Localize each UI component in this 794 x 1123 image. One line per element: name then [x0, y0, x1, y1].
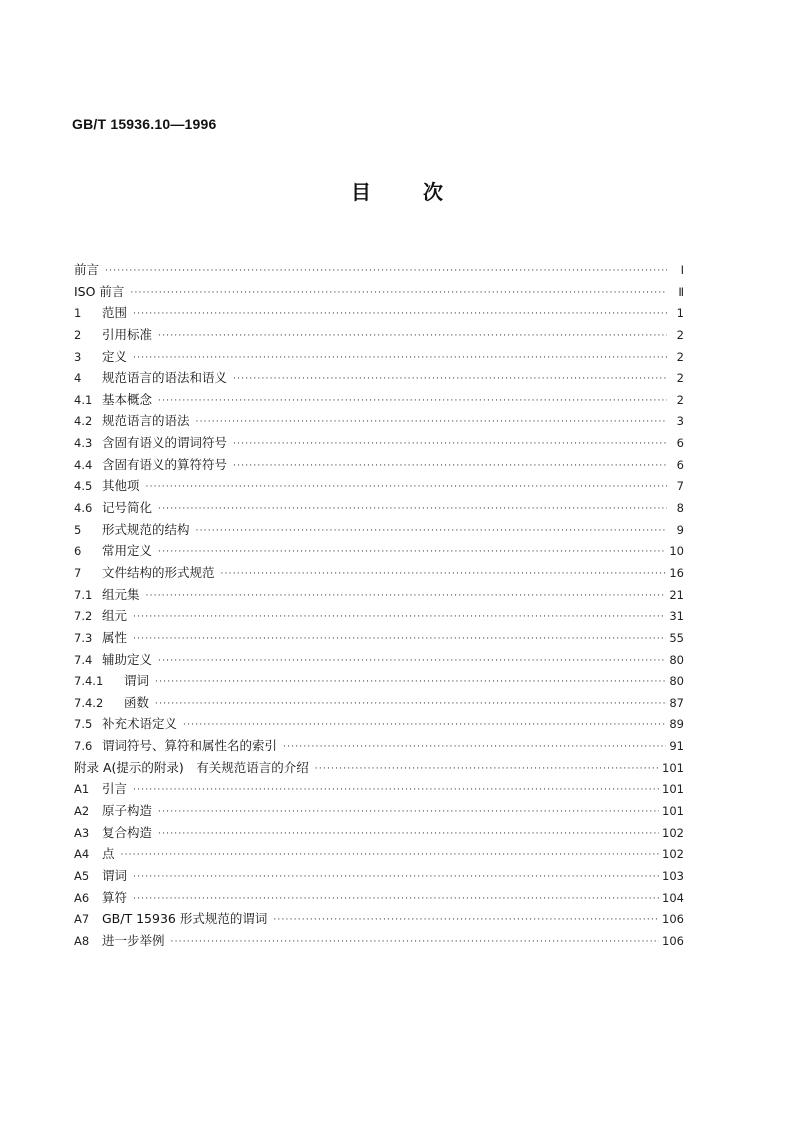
- toc-entry[interactable]: [74, 475, 684, 497]
- toc-entry-title: 形式规范的结构: [102, 521, 190, 537]
- toc-entry-title: 规范语言的语法: [102, 413, 190, 429]
- toc-entry-title: 其他项: [102, 478, 140, 494]
- toc-entry-title: 规范语言的语法和语义: [102, 370, 228, 386]
- table-of-contents: [74, 259, 684, 952]
- toc-entry-page: 8: [676, 501, 684, 516]
- toc-entry[interactable]: [74, 865, 684, 887]
- toc-entry[interactable]: [74, 778, 684, 800]
- toc-entry[interactable]: [74, 735, 684, 757]
- toc-entry-page: 55: [669, 630, 684, 645]
- toc-entry[interactable]: [74, 670, 684, 692]
- toc-entry-number: 4.3: [74, 436, 93, 451]
- toc-entry-title: 常用定义: [102, 543, 153, 559]
- toc-entry-page: 103: [662, 868, 684, 883]
- page-title: [0, 176, 794, 205]
- toc-entry-number: 7.4.1: [74, 674, 104, 689]
- toc-leader-dots: [105, 261, 667, 283]
- toc-entry-page: Ⅱ: [678, 284, 684, 299]
- toc-entry-title: 引言: [102, 781, 128, 797]
- toc-entry-number: 5: [74, 522, 82, 537]
- toc-entry[interactable]: [74, 605, 684, 627]
- toc-leader-dots: [196, 412, 667, 434]
- toc-entry-number: 7: [74, 565, 82, 580]
- toc-entry[interactable]: [74, 346, 684, 368]
- toc-entry-number: A4: [74, 847, 90, 862]
- toc-leader-dots: [233, 434, 667, 456]
- toc-leader-dots: [233, 369, 667, 391]
- toc-entry-page: 101: [662, 760, 684, 775]
- toc-entry-page: 104: [662, 890, 684, 905]
- toc-entry-page: 7: [676, 479, 684, 494]
- toc-entry[interactable]: [74, 432, 684, 454]
- toc-entry-title: 文件结构的形式规范: [102, 564, 215, 580]
- toc-entry-title: 定义: [102, 348, 128, 364]
- toc-entry-number: 7.4: [74, 652, 93, 667]
- toc-entry[interactable]: [74, 908, 684, 930]
- toc-entry-page: 2: [676, 327, 684, 342]
- toc-leader-dots: [133, 607, 666, 629]
- toc-entry[interactable]: [74, 454, 684, 476]
- toc-entry[interactable]: [74, 757, 684, 779]
- toc-leader-dots: [133, 780, 659, 802]
- toc-entry[interactable]: [74, 843, 684, 865]
- toc-entry-title: 算符: [102, 889, 128, 905]
- toc-leader-dots: [183, 715, 666, 737]
- toc-entry-number: A6: [74, 890, 90, 905]
- toc-entry-number: 4.5: [74, 479, 93, 494]
- toc-entry-page: 6: [676, 436, 684, 451]
- toc-entry[interactable]: [74, 389, 684, 411]
- toc-leader-dots: [133, 304, 667, 326]
- toc-entry-title: 组元集: [102, 586, 140, 602]
- toc-entry-page: 106: [662, 912, 684, 927]
- toc-entry-number: 7.5: [74, 717, 93, 732]
- toc-leader-dots: [133, 867, 659, 889]
- toc-entry-title: 谓词: [102, 867, 128, 883]
- toc-leader-dots: [273, 910, 659, 932]
- toc-entry-page: 106: [662, 933, 684, 948]
- toc-entry-page: 91: [669, 739, 684, 754]
- toc-entry-number: 7.6: [74, 739, 93, 754]
- toc-entry[interactable]: [74, 930, 684, 952]
- toc-entry[interactable]: [74, 302, 684, 324]
- toc-entry-page: 2: [676, 349, 684, 364]
- toc-entry[interactable]: [74, 800, 684, 822]
- toc-leader-dots: [121, 845, 660, 867]
- toc-entry[interactable]: [74, 367, 684, 389]
- toc-entry-title: 含固有语义的算符符号: [102, 456, 228, 472]
- toc-entry[interactable]: [74, 562, 684, 584]
- toc-entry-number: A7: [74, 912, 90, 927]
- toc-entry[interactable]: [74, 259, 684, 281]
- toc-entry[interactable]: [74, 281, 684, 303]
- toc-entry-number: 4.1: [74, 392, 93, 407]
- toc-leader-dots: [133, 348, 667, 370]
- toc-leader-dots: [315, 759, 659, 781]
- toc-entry-number: 7.3: [74, 630, 93, 645]
- toc-entry-number: 7.1: [74, 587, 93, 602]
- toc-leader-dots: [133, 889, 659, 911]
- toc-entry-page: 9: [676, 522, 684, 537]
- toc-entry-title: 谓词: [124, 673, 150, 689]
- toc-entry[interactable]: [74, 649, 684, 671]
- toc-entry-title: ISO 前言: [74, 283, 125, 299]
- standard-code: GB/T 15936.10—1996: [72, 116, 217, 132]
- toc-entry[interactable]: [74, 324, 684, 346]
- toc-entry-page: 89: [669, 717, 684, 732]
- toc-entry[interactable]: [74, 887, 684, 909]
- toc-entry-number: 3: [74, 349, 82, 364]
- toc-leader-dots: [221, 564, 667, 586]
- toc-leader-dots: [133, 629, 666, 651]
- title-char-1: 目: [351, 180, 371, 204]
- toc-entry-page: 102: [662, 825, 684, 840]
- toc-entry[interactable]: [74, 410, 684, 432]
- toc-leader-dots: [130, 283, 667, 305]
- toc-entry-page: 31: [669, 609, 684, 624]
- toc-entry-number: 2: [74, 327, 82, 342]
- toc-leader-dots: [146, 586, 667, 608]
- toc-entry-title: 附录 A(提示的附录) 有关规范语言的介绍: [74, 759, 309, 775]
- toc-entry[interactable]: [74, 692, 684, 714]
- toc-entry-title: 记号简化: [102, 500, 153, 516]
- toc-entry-page: 3: [676, 414, 684, 429]
- toc-entry-number: 4.6: [74, 501, 93, 516]
- toc-leader-dots: [158, 326, 667, 348]
- toc-entry-title: 原子构造: [102, 803, 153, 819]
- toc-entry-title: 补充术语定义: [102, 716, 178, 732]
- toc-entry-title: 引用标准: [102, 326, 153, 342]
- toc-leader-dots: [158, 542, 666, 564]
- toc-entry-number: 6: [74, 544, 82, 559]
- toc-entry-page: 80: [669, 652, 684, 667]
- toc-entry-number: A3: [74, 825, 90, 840]
- toc-entry-page: 10: [669, 544, 684, 559]
- toc-entry[interactable]: [74, 822, 684, 844]
- toc-entry-title: 含固有语义的谓词符号: [102, 435, 228, 451]
- toc-entry-number: 1: [74, 306, 82, 321]
- toc-entry-number: 4.4: [74, 457, 93, 472]
- toc-leader-dots: [158, 802, 659, 824]
- toc-leader-dots: [158, 651, 666, 673]
- toc-entry[interactable]: [74, 627, 684, 649]
- toc-entry-title: 属性: [102, 629, 128, 645]
- toc-leader-dots: [158, 824, 659, 846]
- toc-leader-dots: [155, 672, 666, 694]
- title-char-2: 次: [423, 180, 443, 204]
- toc-entry-title: 进一步举例: [102, 932, 165, 948]
- toc-leader-dots: [158, 499, 667, 521]
- toc-entry-title: 复合构造: [102, 824, 153, 840]
- toc-entry-page: 2: [676, 392, 684, 407]
- toc-entry-page: Ⅰ: [680, 263, 684, 277]
- toc-entry[interactable]: [74, 540, 684, 562]
- toc-entry-page: 87: [669, 695, 684, 710]
- toc-leader-dots: [155, 694, 666, 716]
- toc-entry-page: 80: [669, 674, 684, 689]
- toc-entry-number: A2: [74, 804, 90, 819]
- toc-leader-dots: [283, 737, 666, 759]
- toc-leader-dots: [196, 521, 667, 543]
- toc-entry-title: 函数: [124, 694, 150, 710]
- toc-entry[interactable]: [74, 713, 684, 735]
- toc-leader-dots: [233, 456, 667, 478]
- toc-entry-page: 1: [676, 306, 684, 321]
- toc-entry-page: 102: [662, 847, 684, 862]
- toc-entry-title: 范围: [102, 305, 128, 321]
- toc-entry-number: A1: [74, 782, 90, 797]
- toc-entry-page: 2: [676, 371, 684, 386]
- toc-entry[interactable]: [74, 519, 684, 541]
- toc-entry-page: 101: [662, 804, 684, 819]
- toc-entry-number: 7.2: [74, 609, 93, 624]
- toc-entry-title: GB/T 15936 形式规范的谓词: [102, 911, 268, 927]
- toc-entry[interactable]: [74, 584, 684, 606]
- toc-entry-number: A5: [74, 868, 90, 883]
- toc-entry-number: 7.4.2: [74, 695, 104, 710]
- toc-entry-title: 组元: [102, 608, 128, 624]
- toc-leader-dots: [158, 391, 667, 413]
- toc-entry-title: 前言: [74, 262, 100, 277]
- toc-leader-dots: [171, 932, 660, 954]
- toc-leader-dots: [146, 477, 667, 499]
- toc-entry-number: 4: [74, 371, 82, 386]
- toc-entry-title: 谓词符号、算符和属性名的索引: [102, 738, 278, 754]
- toc-entry-page: 21: [669, 587, 684, 602]
- toc-entry-number: A8: [74, 933, 90, 948]
- toc-entry-title: 点: [102, 846, 115, 862]
- toc-entry-number: 4.2: [74, 414, 93, 429]
- toc-entry-title: 基本概念: [102, 391, 153, 407]
- toc-entry[interactable]: [74, 497, 684, 519]
- toc-entry-page: 6: [676, 457, 684, 472]
- toc-entry-page: 16: [669, 565, 684, 580]
- toc-entry-title: 辅助定义: [102, 651, 153, 667]
- toc-entry-page: 101: [662, 782, 684, 797]
